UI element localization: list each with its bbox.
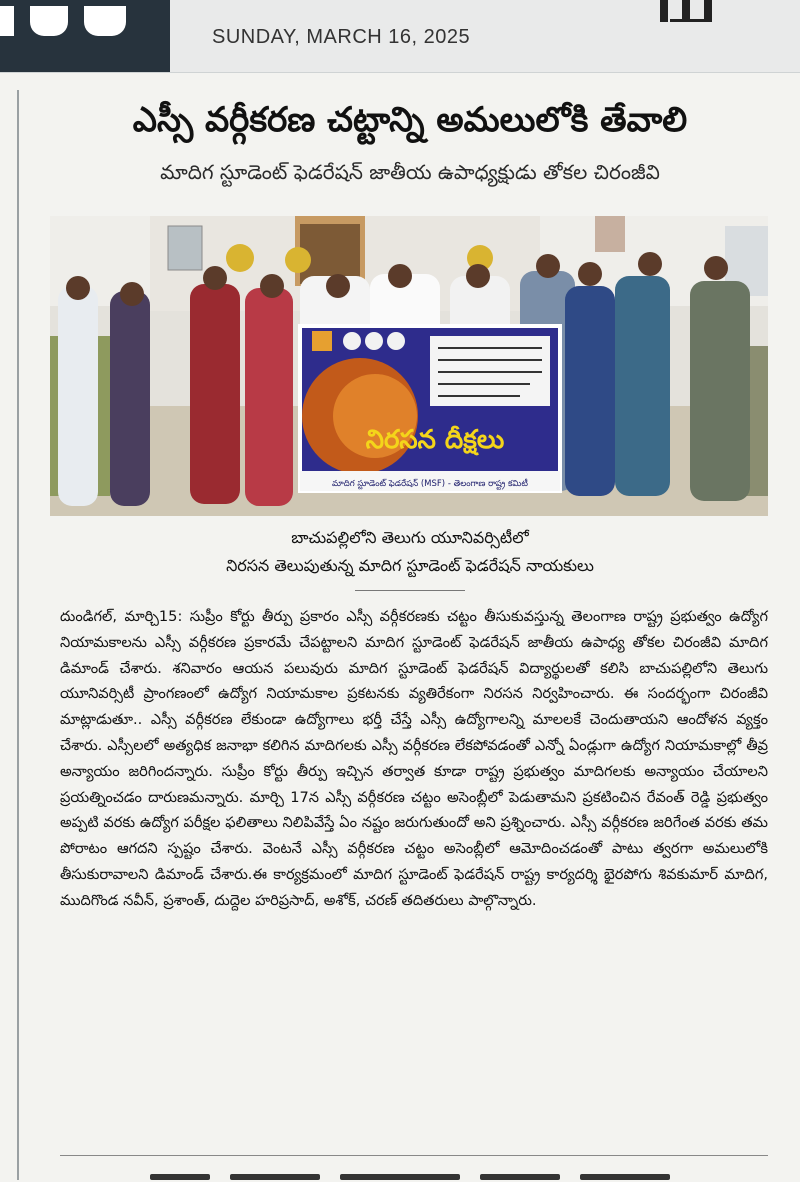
- column-rule: [17, 90, 19, 1180]
- article-subheadline: మాదిగ స్టూడెంట్ ఫెడరేషన్ జాతీయ ఉపాధ్యక్షుడు తోకల చిరంజీవి: [160, 160, 660, 184]
- article-headline: ఎస్సీ వర్గీకరణ చట్టాన్ని అమలులోకి తేవాలి: [132, 100, 688, 140]
- masthead: [0, 0, 800, 73]
- caption-divider: [355, 590, 465, 591]
- next-article-cutoff: [150, 1170, 670, 1182]
- page-label-fragment: [660, 0, 770, 22]
- news-photo: [50, 216, 768, 516]
- newspaper-logo: [0, 0, 170, 72]
- logo-glyphs: [0, 6, 150, 36]
- photo-caption-line-1: బాచుపల్లిలోని తెలుగు యూనివర్సిటీలో: [291, 528, 529, 547]
- banner-footer: మాదిగ స్టూడెంట్ ఫెడరేషన్ (MSF) - తెలంగాణ రాష్ట్ర కమిటీ: [332, 479, 528, 489]
- protest-photo-illustration: [50, 216, 768, 516]
- article-body: దుండిగల్, మార్చి15: సుప్రీం కోర్టు తీర్పు ప్రకారం ఎస్సీ వర్గీకరణకు చట్టం తీసుకువస్తున్న తెలంగాణ రాష్ట్ర ప్రభుత్వం ఉద్యోగ నియామకాలను ఎస్సీ వర్గీకరణ ప్రకారమే చేపట్టాలని మాదిగ స్టూడెంట్ ఫెడరేషన్ జాతీయ ఉపాధ్య తోకల చిరంజీవి మాదిగ డిమాండ్ చేశారు. శనివారం ఆయన పలువురు మాదిగ స్టూడెంట్ ఫెడరేషన్ విద్యార్థులతో కలిసి బాచుపల్లిలోని తెలుగు యూనివర్సిటీ ప్రాంగణంలో ఉద్యోగ నియామకాల ప్రకటనకు వ్యతిరేకంగా నిరసన నిర్వహించారు. ఈ సందర్భంగా చిరంజీవి మాట్లాడుతూ.. ఎస్సీ వర్గీకరణ లేకుండా ఉద్యోగాలు భర్తీ చేస్తే ఎస్సీ ఉద్యోగాలన్ని మాలలకే చెందుతాయని ఆందోళన వ్యక్తం చేశారు. ఎస్సీలలో అత్యధిక జనాభా కలిగిన మాదిగలకు ఎస్సీ వర్గీకరణ లేకపోవడంతో ఎన్నో ఏండ్లుగా ఉద్యోగ నియామకాల్లో తీవ్ర అన్యాయం జరిగిందన్నారు. సుప్రీం కోర్టు తీర్పు ఇచ్చిన తర్వాత కూడా రాష్ట్ర ప్రభుత్వం మాదిగలకు అన్యాయం చేయాలని ప్రయత్నించడం దారుణమన్నారు. మార్చి 17న ఎస్సీ వర్గీకరణ చట్టం అసెంబ్లీలో పెడుతామని ప్రకటించిన రేవంత్ రెడ్డి ప్రభుత్వం అప్పటి వరకు ఉద్యోగ పరీక్షల ఫలితాలు నిలిపివేస్తే ఏం నష్టం జరుగుతుందో అని ప్రశ్నించారు. ఎస్సీ వర్గీకరణ జరిగేంత వరకు తమ పోరాటం ఆగదని స్పష్టం చేశారు. వెంటనే ఎస్సీ వర్గీకరణ చట్టం అసెంబ్లీలో ఆమోదించడంతో పాటు త్వరగా అమలులోకి తీసుకురావాలని డిమాండ్ చేశారు.ఈ కార్యక్రమంలో మాదిగ స్టూడెంట్ ఫెడరేషన్ రాష్ట్ర కార్యదర్శి భైరపోగు శివకుమార్ మాదిగ, ముదిగొండ నవీన్, ప్రశాంత్, దుద్దెల హరిప్రసాద్, అశోక్, చరణ్ తదితరులు పాల్గొన్నారు.: [60, 608, 773, 909]
- photo-caption-line-2: నిరసన తెలుపుతున్న మాదిగ స్టూడెంట్ ఫెడరేషన్ నాయకులు: [226, 556, 594, 575]
- article-end-rule: [60, 1155, 768, 1156]
- banner-title: నిరసన దీక్షలు: [365, 425, 505, 455]
- edition-date: SUNDAY, MARCH 16, 2025: [212, 26, 471, 48]
